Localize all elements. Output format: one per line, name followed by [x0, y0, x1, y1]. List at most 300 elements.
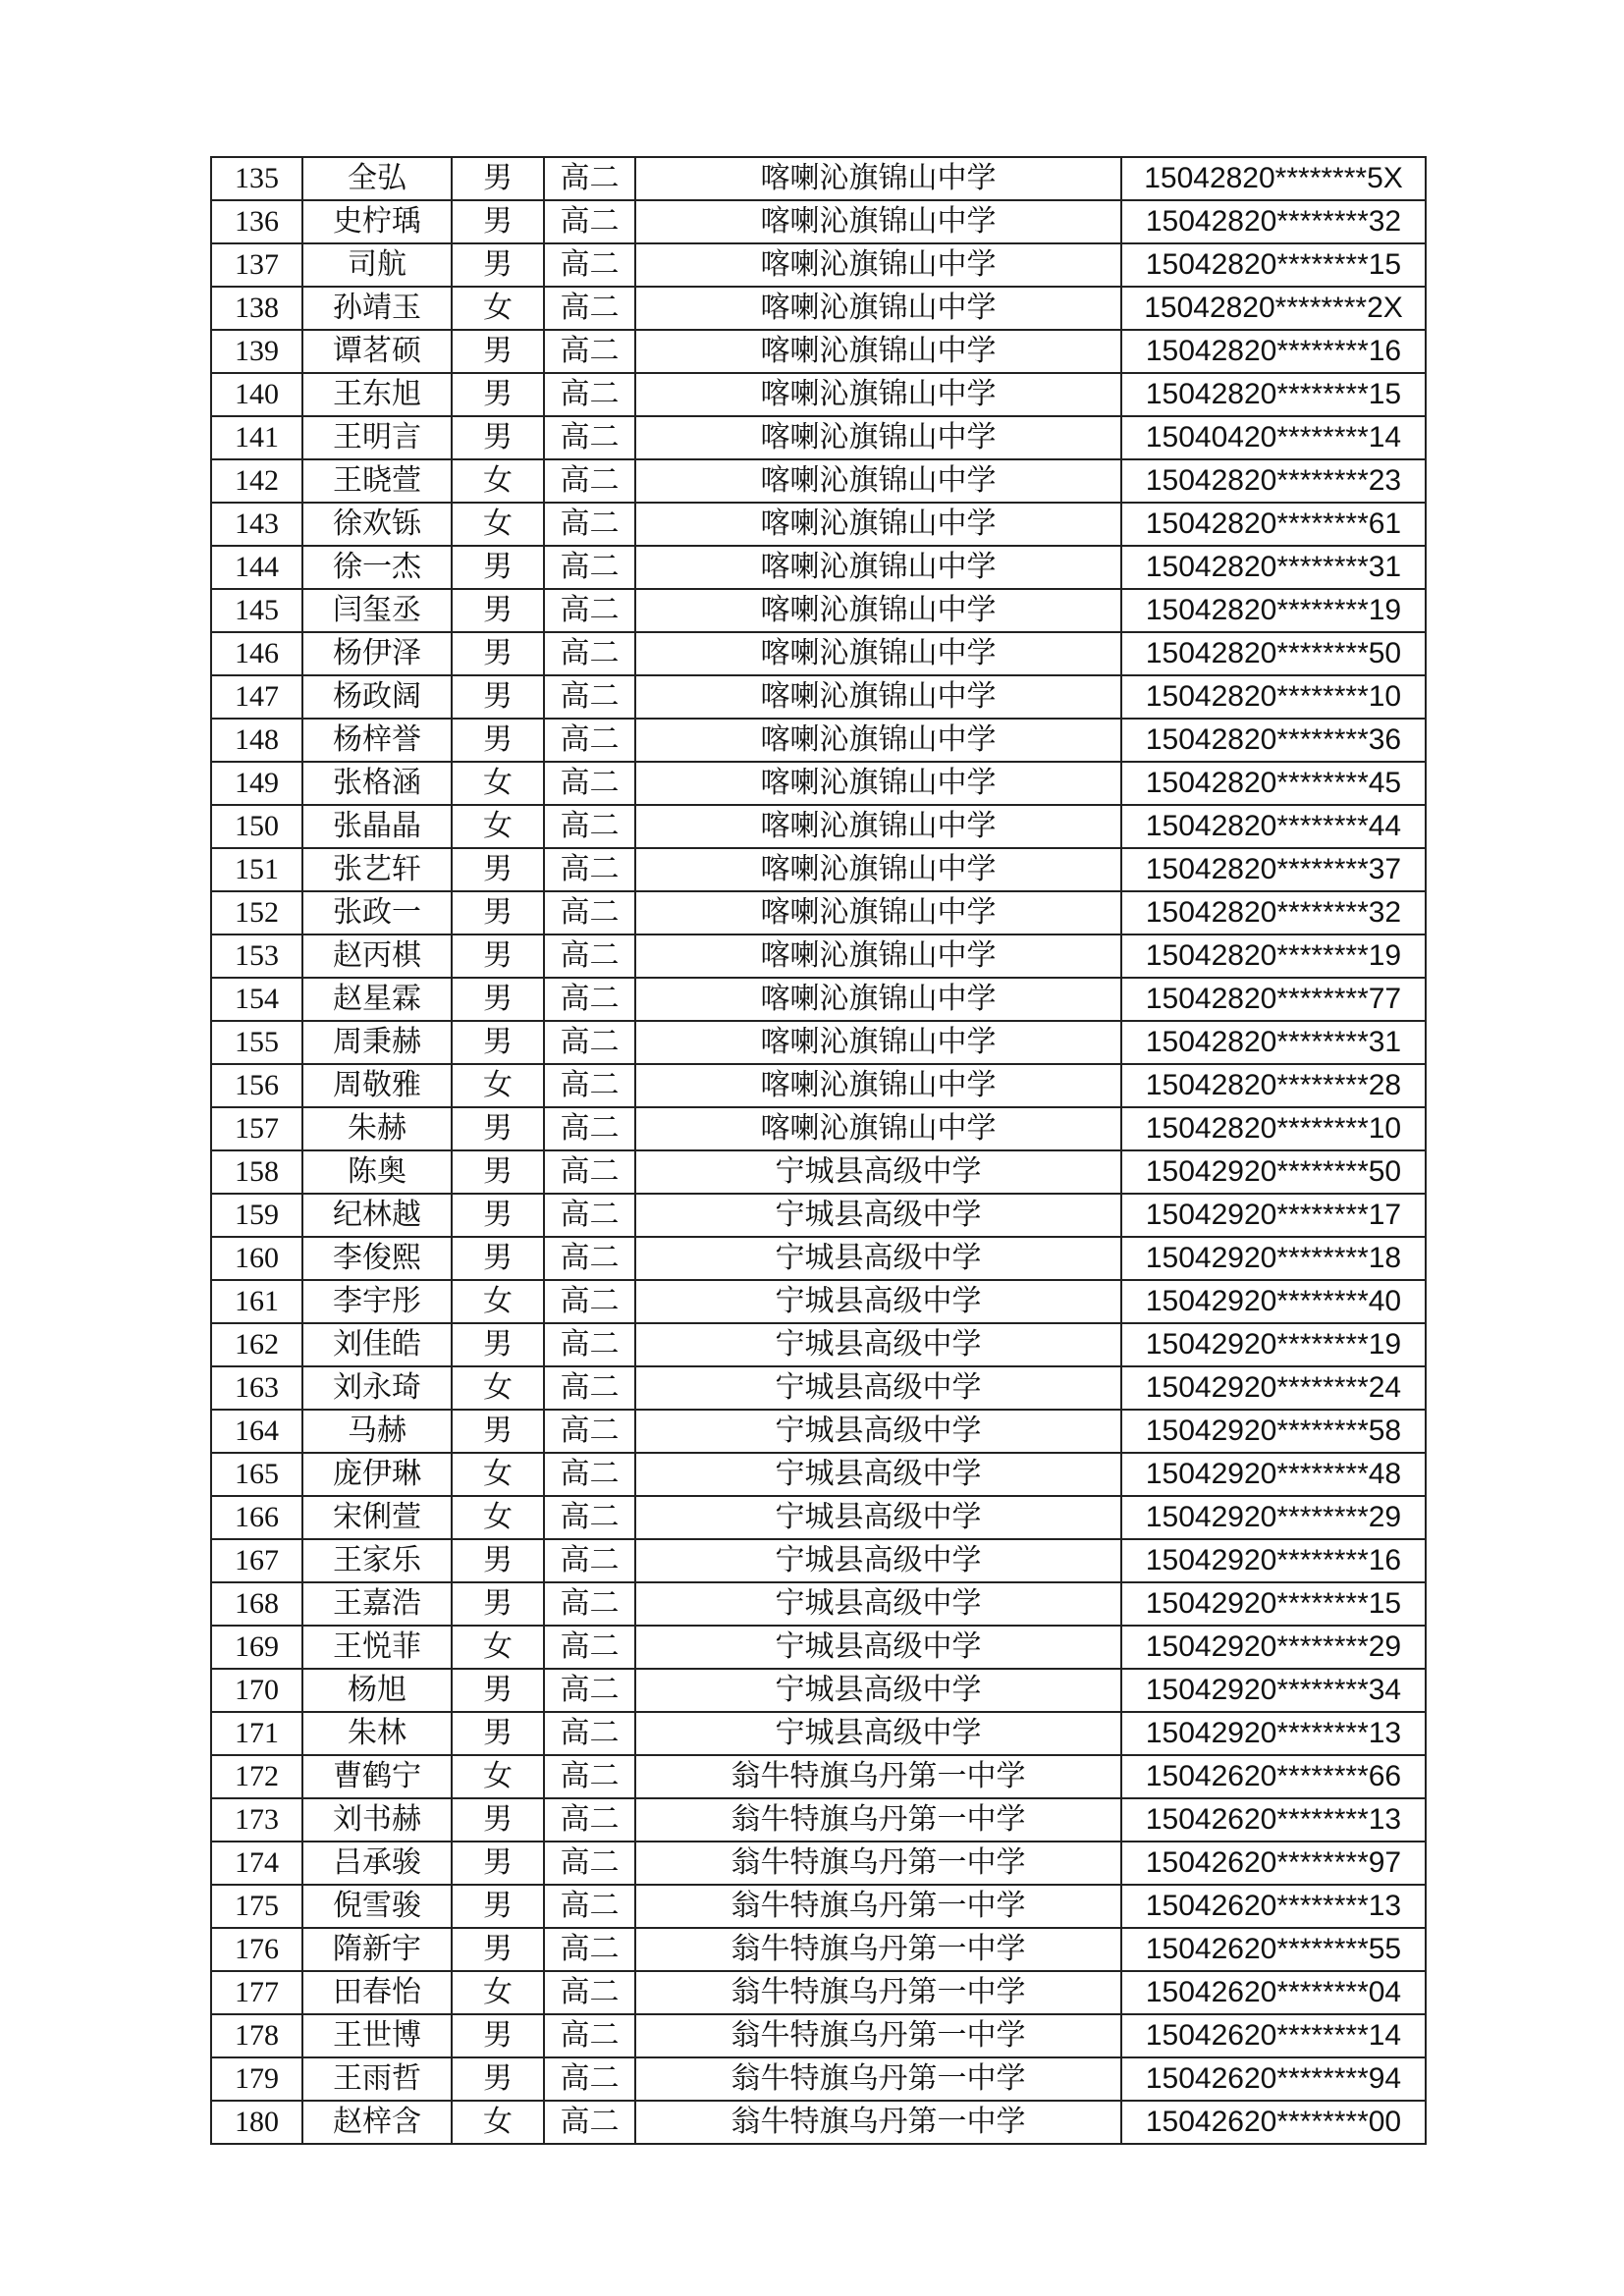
table-row [211, 1496, 1426, 1539]
grade-cell: 高二 [544, 1539, 635, 1582]
gender-cell: 男 [452, 891, 544, 934]
grade-cell: 高二 [544, 2014, 635, 2057]
school-cell: 翁牛特旗乌丹第一中学 [635, 2057, 1121, 2101]
student-name-cell: 王世博 [302, 2014, 452, 2057]
serial-number-cell: 174 [211, 1842, 302, 1885]
student-name-cell: 史柠瑀 [302, 200, 452, 243]
student-name-cell: 曹鹤宁 [302, 1755, 452, 1798]
gender-cell: 女 [452, 1064, 544, 1107]
gender-cell: 女 [452, 503, 544, 546]
serial-number-cell: 146 [211, 632, 302, 675]
serial-number-cell: 178 [211, 2014, 302, 2057]
serial-number-cell: 153 [211, 934, 302, 978]
grade-cell: 高二 [544, 1237, 635, 1280]
student-name-cell: 朱林 [302, 1712, 452, 1755]
student-name-cell: 司航 [302, 243, 452, 287]
serial-number-cell: 147 [211, 675, 302, 719]
student-name-cell: 刘佳皓 [302, 1323, 452, 1366]
serial-number-cell: 180 [211, 2101, 302, 2144]
school-cell: 宁城县高级中学 [635, 1194, 1121, 1237]
student-name-cell: 王悦菲 [302, 1626, 452, 1669]
serial-number-cell: 145 [211, 589, 302, 632]
table-row [211, 805, 1426, 848]
gender-cell: 女 [452, 805, 544, 848]
student-name-cell: 徐一杰 [302, 546, 452, 589]
id-number-cell: 15042820********2X [1121, 287, 1426, 330]
table-row [211, 2101, 1426, 2144]
table-row [211, 632, 1426, 675]
id-number-cell: 15042820********36 [1121, 719, 1426, 762]
id-number-cell: 15042920********17 [1121, 1194, 1426, 1237]
grade-cell: 高二 [544, 459, 635, 503]
school-cell: 喀喇沁旗锦山中学 [635, 1064, 1121, 1107]
gender-cell: 女 [452, 459, 544, 503]
grade-cell: 高二 [544, 1064, 635, 1107]
school-cell: 喀喇沁旗锦山中学 [635, 330, 1121, 373]
id-number-cell: 15042820********61 [1121, 503, 1426, 546]
school-cell: 喀喇沁旗锦山中学 [635, 373, 1121, 416]
gender-cell: 男 [452, 589, 544, 632]
id-number-cell: 15042820********37 [1121, 848, 1426, 891]
grade-cell: 高二 [544, 2057, 635, 2101]
id-number-cell: 15042920********50 [1121, 1150, 1426, 1194]
id-number-cell: 15042820********31 [1121, 546, 1426, 589]
grade-cell: 高二 [544, 1280, 635, 1323]
table-row [211, 1280, 1426, 1323]
serial-number-cell: 136 [211, 200, 302, 243]
student-name-cell: 周敬雅 [302, 1064, 452, 1107]
table-row [211, 719, 1426, 762]
gender-cell: 男 [452, 1928, 544, 1971]
id-number-cell: 15042820********45 [1121, 762, 1426, 805]
serial-number-cell: 148 [211, 719, 302, 762]
grade-cell: 高二 [544, 546, 635, 589]
grade-cell: 高二 [544, 1669, 635, 1712]
grade-cell: 高二 [544, 848, 635, 891]
student-name-cell: 庞伊琳 [302, 1453, 452, 1496]
student-name-cell: 纪林越 [302, 1194, 452, 1237]
grade-cell: 高二 [544, 762, 635, 805]
gender-cell: 男 [452, 157, 544, 200]
school-cell: 喀喇沁旗锦山中学 [635, 287, 1121, 330]
serial-number-cell: 156 [211, 1064, 302, 1107]
gender-cell: 男 [452, 1582, 544, 1626]
gender-cell: 男 [452, 1669, 544, 1712]
id-number-cell: 15042820********19 [1121, 589, 1426, 632]
serial-number-cell: 152 [211, 891, 302, 934]
gender-cell: 男 [452, 1194, 544, 1237]
id-number-cell: 15042920********19 [1121, 1323, 1426, 1366]
grade-cell: 高二 [544, 1798, 635, 1842]
student-name-cell: 王雨哲 [302, 2057, 452, 2101]
gender-cell: 男 [452, 1712, 544, 1755]
table-row [211, 589, 1426, 632]
serial-number-cell: 172 [211, 1755, 302, 1798]
gender-cell: 男 [452, 934, 544, 978]
grade-cell: 高二 [544, 675, 635, 719]
gender-cell: 男 [452, 200, 544, 243]
table-row [211, 2057, 1426, 2101]
gender-cell: 女 [452, 1280, 544, 1323]
table-row [211, 1194, 1426, 1237]
school-cell: 喀喇沁旗锦山中学 [635, 632, 1121, 675]
serial-number-cell: 170 [211, 1669, 302, 1712]
grade-cell: 高二 [544, 934, 635, 978]
school-cell: 宁城县高级中学 [635, 1280, 1121, 1323]
grade-cell: 高二 [544, 1194, 635, 1237]
table-row [211, 503, 1426, 546]
gender-cell: 男 [452, 1107, 544, 1150]
serial-number-cell: 173 [211, 1798, 302, 1842]
student-name-cell: 李俊熙 [302, 1237, 452, 1280]
school-cell: 喀喇沁旗锦山中学 [635, 1021, 1121, 1064]
id-number-cell: 15042620********04 [1121, 1971, 1426, 2014]
id-number-cell: 15042620********94 [1121, 2057, 1426, 2101]
table-row [211, 546, 1426, 589]
grade-cell: 高二 [544, 589, 635, 632]
school-cell: 宁城县高级中学 [635, 1323, 1121, 1366]
id-number-cell: 15042620********97 [1121, 1842, 1426, 1885]
serial-number-cell: 159 [211, 1194, 302, 1237]
id-number-cell: 15042820********44 [1121, 805, 1426, 848]
id-number-cell: 15042620********00 [1121, 2101, 1426, 2144]
id-number-cell: 15042920********16 [1121, 1539, 1426, 1582]
school-cell: 宁城县高级中学 [635, 1453, 1121, 1496]
table-row [211, 1237, 1426, 1280]
grade-cell: 高二 [544, 1021, 635, 1064]
serial-number-cell: 171 [211, 1712, 302, 1755]
table-row [211, 1798, 1426, 1842]
table-row [211, 1539, 1426, 1582]
grade-cell: 高二 [544, 1366, 635, 1410]
school-cell: 宁城县高级中学 [635, 1712, 1121, 1755]
serial-number-cell: 141 [211, 416, 302, 459]
table-row [211, 1453, 1426, 1496]
table-row [211, 1885, 1426, 1928]
student-name-cell: 王家乐 [302, 1539, 452, 1582]
gender-cell: 男 [452, 416, 544, 459]
student-name-cell: 吕承骏 [302, 1842, 452, 1885]
school-cell: 喀喇沁旗锦山中学 [635, 546, 1121, 589]
id-number-cell: 15042820********50 [1121, 632, 1426, 675]
student-name-cell: 杨旭 [302, 1669, 452, 1712]
grade-cell: 高二 [544, 632, 635, 675]
grade-cell: 高二 [544, 373, 635, 416]
school-cell: 喀喇沁旗锦山中学 [635, 719, 1121, 762]
serial-number-cell: 177 [211, 1971, 302, 2014]
gender-cell: 男 [452, 2014, 544, 2057]
grade-cell: 高二 [544, 1496, 635, 1539]
gender-cell: 男 [452, 243, 544, 287]
school-cell: 翁牛特旗乌丹第一中学 [635, 1842, 1121, 1885]
id-number-cell: 15042820********5X [1121, 157, 1426, 200]
serial-number-cell: 154 [211, 978, 302, 1021]
table-row [211, 287, 1426, 330]
student-name-cell: 马赫 [302, 1410, 452, 1453]
serial-number-cell: 151 [211, 848, 302, 891]
gender-cell: 男 [452, 719, 544, 762]
gender-cell: 女 [452, 1366, 544, 1410]
id-number-cell: 15042620********13 [1121, 1798, 1426, 1842]
gender-cell: 男 [452, 632, 544, 675]
student-name-cell: 张政一 [302, 891, 452, 934]
serial-number-cell: 137 [211, 243, 302, 287]
table-row [211, 675, 1426, 719]
serial-number-cell: 165 [211, 1453, 302, 1496]
school-cell: 宁城县高级中学 [635, 1410, 1121, 1453]
table-row [211, 373, 1426, 416]
table-row [211, 243, 1426, 287]
grade-cell: 高二 [544, 287, 635, 330]
serial-number-cell: 158 [211, 1150, 302, 1194]
table-row [211, 978, 1426, 1021]
student-name-cell: 赵梓含 [302, 2101, 452, 2144]
grade-cell: 高二 [544, 1626, 635, 1669]
student-name-cell: 张晶晶 [302, 805, 452, 848]
grade-cell: 高二 [544, 1323, 635, 1366]
table-row [211, 1842, 1426, 1885]
id-number-cell: 15042920********13 [1121, 1712, 1426, 1755]
gender-cell: 女 [452, 762, 544, 805]
student-name-cell: 刘书赫 [302, 1798, 452, 1842]
grade-cell: 高二 [544, 1453, 635, 1496]
serial-number-cell: 176 [211, 1928, 302, 1971]
gender-cell: 男 [452, 1798, 544, 1842]
school-cell: 宁城县高级中学 [635, 1366, 1121, 1410]
school-cell: 翁牛特旗乌丹第一中学 [635, 1798, 1121, 1842]
table-row [211, 1107, 1426, 1150]
gender-cell: 男 [452, 1021, 544, 1064]
school-cell: 喀喇沁旗锦山中学 [635, 200, 1121, 243]
id-number-cell: 15042920********58 [1121, 1410, 1426, 1453]
id-number-cell: 15042920********34 [1121, 1669, 1426, 1712]
grade-cell: 高二 [544, 330, 635, 373]
serial-number-cell: 179 [211, 2057, 302, 2101]
gender-cell: 男 [452, 978, 544, 1021]
id-number-cell: 15042620********55 [1121, 1928, 1426, 1971]
gender-cell: 男 [452, 1539, 544, 1582]
school-cell: 喀喇沁旗锦山中学 [635, 416, 1121, 459]
table-row [211, 200, 1426, 243]
id-number-cell: 15040420********14 [1121, 416, 1426, 459]
grade-cell: 高二 [544, 1755, 635, 1798]
id-number-cell: 15042820********28 [1121, 1064, 1426, 1107]
id-number-cell: 15042820********10 [1121, 675, 1426, 719]
serial-number-cell: 150 [211, 805, 302, 848]
serial-number-cell: 155 [211, 1021, 302, 1064]
school-cell: 喀喇沁旗锦山中学 [635, 1107, 1121, 1150]
student-name-cell: 赵星霖 [302, 978, 452, 1021]
id-number-cell: 15042920********29 [1121, 1626, 1426, 1669]
serial-number-cell: 169 [211, 1626, 302, 1669]
serial-number-cell: 168 [211, 1582, 302, 1626]
grade-cell: 高二 [544, 157, 635, 200]
grade-cell: 高二 [544, 1712, 635, 1755]
id-number-cell: 15042820********32 [1121, 891, 1426, 934]
student-name-cell: 孙靖玉 [302, 287, 452, 330]
table-row [211, 1928, 1426, 1971]
student-name-cell: 李宇彤 [302, 1280, 452, 1323]
gender-cell: 女 [452, 1453, 544, 1496]
gender-cell: 男 [452, 373, 544, 416]
gender-cell: 男 [452, 1237, 544, 1280]
gender-cell: 女 [452, 1626, 544, 1669]
school-cell: 喀喇沁旗锦山中学 [635, 934, 1121, 978]
school-cell: 喀喇沁旗锦山中学 [635, 805, 1121, 848]
student-name-cell: 隋新宇 [302, 1928, 452, 1971]
gender-cell: 男 [452, 1323, 544, 1366]
table-row [211, 1755, 1426, 1798]
grade-cell: 高二 [544, 805, 635, 848]
id-number-cell: 15042820********15 [1121, 373, 1426, 416]
id-number-cell: 15042920********48 [1121, 1453, 1426, 1496]
school-cell: 宁城县高级中学 [635, 1539, 1121, 1582]
table-row [211, 2014, 1426, 2057]
gender-cell: 男 [452, 1410, 544, 1453]
id-number-cell: 15042820********10 [1121, 1107, 1426, 1150]
id-number-cell: 15042820********19 [1121, 934, 1426, 978]
table-row [211, 1669, 1426, 1712]
table-row [211, 459, 1426, 503]
student-name-cell: 闫玺丞 [302, 589, 452, 632]
school-cell: 喀喇沁旗锦山中学 [635, 459, 1121, 503]
grade-cell: 高二 [544, 416, 635, 459]
school-cell: 宁城县高级中学 [635, 1237, 1121, 1280]
id-number-cell: 15042820********32 [1121, 200, 1426, 243]
student-name-cell: 陈奥 [302, 1150, 452, 1194]
serial-number-cell: 143 [211, 503, 302, 546]
grade-cell: 高二 [544, 1885, 635, 1928]
student-name-cell: 朱赫 [302, 1107, 452, 1150]
serial-number-cell: 166 [211, 1496, 302, 1539]
student-name-cell: 倪雪骏 [302, 1885, 452, 1928]
serial-number-cell: 167 [211, 1539, 302, 1582]
id-number-cell: 15042620********13 [1121, 1885, 1426, 1928]
school-cell: 宁城县高级中学 [635, 1626, 1121, 1669]
serial-number-cell: 140 [211, 373, 302, 416]
id-number-cell: 15042920********40 [1121, 1280, 1426, 1323]
id-number-cell: 15042820********15 [1121, 243, 1426, 287]
id-number-cell: 15042820********77 [1121, 978, 1426, 1021]
serial-number-cell: 142 [211, 459, 302, 503]
id-number-cell: 15042920********15 [1121, 1582, 1426, 1626]
student-name-cell: 宋俐萱 [302, 1496, 452, 1539]
school-cell: 宁城县高级中学 [635, 1582, 1121, 1626]
student-name-cell: 杨梓誉 [302, 719, 452, 762]
gender-cell: 男 [452, 1885, 544, 1928]
roster-body [211, 157, 1426, 2144]
table-row [211, 416, 1426, 459]
student-name-cell: 王明言 [302, 416, 452, 459]
serial-number-cell: 162 [211, 1323, 302, 1366]
student-name-cell: 张艺轩 [302, 848, 452, 891]
student-name-cell: 田春怡 [302, 1971, 452, 2014]
gender-cell: 女 [452, 1755, 544, 1798]
table-row [211, 1582, 1426, 1626]
table-row [211, 1410, 1426, 1453]
school-cell: 喀喇沁旗锦山中学 [635, 891, 1121, 934]
serial-number-cell: 139 [211, 330, 302, 373]
table-row [211, 1021, 1426, 1064]
gender-cell: 男 [452, 848, 544, 891]
grade-cell: 高二 [544, 891, 635, 934]
serial-number-cell: 161 [211, 1280, 302, 1323]
gender-cell: 男 [452, 546, 544, 589]
gender-cell: 男 [452, 1842, 544, 1885]
grade-cell: 高二 [544, 978, 635, 1021]
school-cell: 宁城县高级中学 [635, 1496, 1121, 1539]
grade-cell: 高二 [544, 1928, 635, 1971]
school-cell: 喀喇沁旗锦山中学 [635, 762, 1121, 805]
school-cell: 喀喇沁旗锦山中学 [635, 157, 1121, 200]
school-cell: 翁牛特旗乌丹第一中学 [635, 1755, 1121, 1798]
gender-cell: 女 [452, 287, 544, 330]
school-cell: 喀喇沁旗锦山中学 [635, 243, 1121, 287]
table-row [211, 762, 1426, 805]
school-cell: 翁牛特旗乌丹第一中学 [635, 2014, 1121, 2057]
school-cell: 翁牛特旗乌丹第一中学 [635, 1928, 1121, 1971]
grade-cell: 高二 [544, 1971, 635, 2014]
table-row [211, 1150, 1426, 1194]
table-row [211, 157, 1426, 200]
student-name-cell: 王东旭 [302, 373, 452, 416]
gender-cell: 男 [452, 330, 544, 373]
student-name-cell: 刘永琦 [302, 1366, 452, 1410]
grade-cell: 高二 [544, 1842, 635, 1885]
school-cell: 喀喇沁旗锦山中学 [635, 589, 1121, 632]
id-number-cell: 15042820********31 [1121, 1021, 1426, 1064]
id-number-cell: 15042920********29 [1121, 1496, 1426, 1539]
grade-cell: 高二 [544, 1410, 635, 1453]
student-name-cell: 王晓萱 [302, 459, 452, 503]
serial-number-cell: 164 [211, 1410, 302, 1453]
serial-number-cell: 160 [211, 1237, 302, 1280]
gender-cell: 女 [452, 2101, 544, 2144]
grade-cell: 高二 [544, 1107, 635, 1150]
grade-cell: 高二 [544, 200, 635, 243]
school-cell: 喀喇沁旗锦山中学 [635, 848, 1121, 891]
serial-number-cell: 144 [211, 546, 302, 589]
gender-cell: 男 [452, 2057, 544, 2101]
student-name-cell: 全弘 [302, 157, 452, 200]
gender-cell: 女 [452, 1496, 544, 1539]
serial-number-cell: 138 [211, 287, 302, 330]
id-number-cell: 15042620********14 [1121, 2014, 1426, 2057]
serial-number-cell: 149 [211, 762, 302, 805]
school-cell: 翁牛特旗乌丹第一中学 [635, 1885, 1121, 1928]
id-number-cell: 15042820********16 [1121, 330, 1426, 373]
grade-cell: 高二 [544, 1582, 635, 1626]
school-cell: 翁牛特旗乌丹第一中学 [635, 1971, 1121, 2014]
school-cell: 喀喇沁旗锦山中学 [635, 978, 1121, 1021]
table-row [211, 934, 1426, 978]
id-number-cell: 15042620********66 [1121, 1755, 1426, 1798]
student-name-cell: 王嘉浩 [302, 1582, 452, 1626]
student-name-cell: 谭茗硕 [302, 330, 452, 373]
grade-cell: 高二 [544, 503, 635, 546]
table-row [211, 1366, 1426, 1410]
grade-cell: 高二 [544, 719, 635, 762]
table-row [211, 1712, 1426, 1755]
grade-cell: 高二 [544, 2101, 635, 2144]
gender-cell: 男 [452, 1150, 544, 1194]
school-cell: 喀喇沁旗锦山中学 [635, 675, 1121, 719]
id-number-cell: 15042920********18 [1121, 1237, 1426, 1280]
serial-number-cell: 157 [211, 1107, 302, 1150]
student-roster-table [210, 156, 1427, 2145]
student-name-cell: 杨政阔 [302, 675, 452, 719]
grade-cell: 高二 [544, 243, 635, 287]
